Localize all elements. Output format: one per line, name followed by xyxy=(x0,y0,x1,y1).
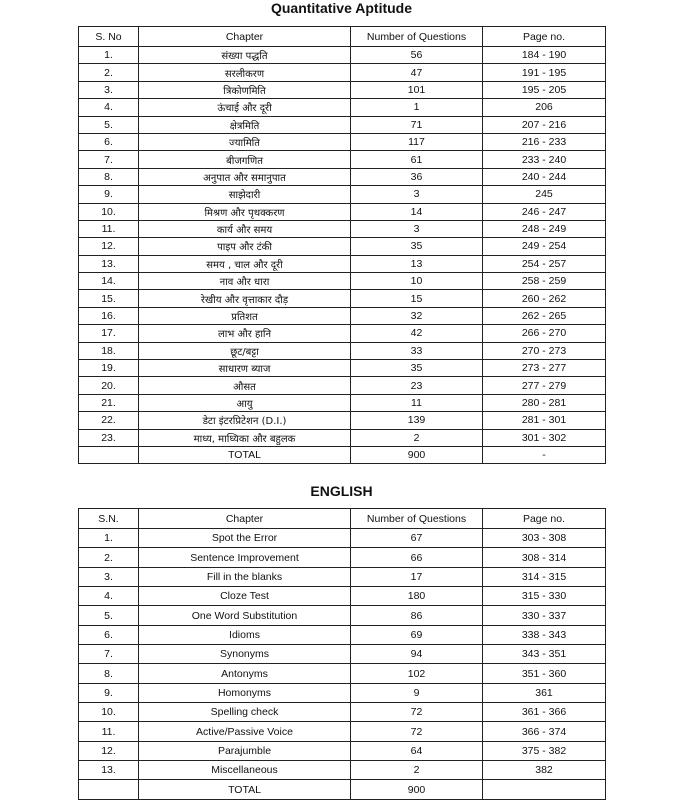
row-count: 101 xyxy=(351,81,483,98)
row-count: 23 xyxy=(351,377,483,394)
table-row xyxy=(79,394,606,411)
total-count: 900 xyxy=(351,446,483,463)
table-row xyxy=(79,587,606,606)
row-sno: 11. xyxy=(79,220,139,237)
row-sno: 7. xyxy=(79,151,139,168)
row-chapter: Synonyms xyxy=(139,645,351,664)
row-page: 315 - 330 xyxy=(483,587,606,606)
row-count: 10 xyxy=(351,273,483,290)
row-sno: 9. xyxy=(79,186,139,203)
row-sno: 2. xyxy=(79,64,139,81)
table-row xyxy=(79,529,606,548)
row-sno: 2. xyxy=(79,548,139,567)
row-chapter: प्रतिशत xyxy=(139,307,351,324)
quant-table xyxy=(78,26,606,464)
english-section-title: ENGLISH xyxy=(310,483,373,499)
table-row xyxy=(79,412,606,429)
row-count: 117 xyxy=(351,133,483,150)
row-count: 71 xyxy=(351,116,483,133)
row-chapter: क्षेत्रमिति xyxy=(139,116,351,133)
row-count: 86 xyxy=(351,606,483,625)
row-page: 280 - 281 xyxy=(483,394,606,411)
row-sno: 1. xyxy=(79,529,139,548)
row-count: 47 xyxy=(351,64,483,81)
table-row xyxy=(79,429,606,446)
row-page: 338 - 343 xyxy=(483,625,606,644)
row-page: 184 - 190 xyxy=(483,47,606,64)
table-row xyxy=(79,238,606,255)
row-sno: 3. xyxy=(79,81,139,98)
row-chapter: One Word Substitution xyxy=(139,606,351,625)
table-header-row xyxy=(79,509,606,529)
row-count: 61 xyxy=(351,151,483,168)
row-count: 14 xyxy=(351,203,483,220)
english-table xyxy=(78,508,606,800)
row-sno: 7. xyxy=(79,645,139,664)
row-sno: 5. xyxy=(79,116,139,133)
row-page: 195 - 205 xyxy=(483,81,606,98)
row-chapter: Spelling check xyxy=(139,703,351,722)
row-count: 13 xyxy=(351,255,483,272)
row-count: 66 xyxy=(351,548,483,567)
row-count: 36 xyxy=(351,168,483,185)
row-count: 32 xyxy=(351,307,483,324)
row-chapter: Parajumble xyxy=(139,741,351,760)
row-count: 64 xyxy=(351,741,483,760)
row-page: 330 - 337 xyxy=(483,606,606,625)
row-chapter: संख्या पद्धति xyxy=(139,47,351,64)
row-sno: 12. xyxy=(79,238,139,255)
table-row xyxy=(79,290,606,307)
row-page: 262 - 265 xyxy=(483,307,606,324)
table-row xyxy=(79,625,606,644)
total-page: - xyxy=(483,446,606,463)
header-chapter: Chapter xyxy=(139,509,351,529)
row-page: 303 - 308 xyxy=(483,529,606,548)
row-chapter: माध्य, माध्यिका और बहुलक xyxy=(139,429,351,446)
row-sno: 5. xyxy=(79,606,139,625)
row-sno: 22. xyxy=(79,412,139,429)
row-page: 246 - 247 xyxy=(483,203,606,220)
row-page: 361 - 366 xyxy=(483,703,606,722)
row-count: 33 xyxy=(351,342,483,359)
table-row xyxy=(79,645,606,664)
row-page: 361 xyxy=(483,683,606,702)
row-chapter: साझेदारी xyxy=(139,186,351,203)
row-chapter: Idioms xyxy=(139,625,351,644)
row-chapter: छूट/बट्टा xyxy=(139,342,351,359)
header-sno: S.N. xyxy=(79,509,139,529)
quant-section-title: Quantitative Aptitude xyxy=(270,0,413,16)
row-page: 248 - 249 xyxy=(483,220,606,237)
row-page: 254 - 257 xyxy=(483,255,606,272)
table-row xyxy=(79,325,606,342)
row-chapter: लाभ और हानि xyxy=(139,325,351,342)
row-sno: 4. xyxy=(79,99,139,116)
table-row xyxy=(79,220,606,237)
row-chapter: त्रिकोणमिति xyxy=(139,81,351,98)
row-sno: 8. xyxy=(79,664,139,683)
row-page: 249 - 254 xyxy=(483,238,606,255)
row-sno: 23. xyxy=(79,429,139,446)
row-chapter: Fill in the blanks xyxy=(139,567,351,586)
table-row xyxy=(79,664,606,683)
row-count: 69 xyxy=(351,625,483,644)
row-page: 191 - 195 xyxy=(483,64,606,81)
total-blank xyxy=(79,780,139,799)
table-row xyxy=(79,255,606,272)
row-chapter: सरलीकरण xyxy=(139,64,351,81)
table-row xyxy=(79,47,606,64)
row-chapter: डेटा इंटरप्रिटेशन (D.I.) xyxy=(139,412,351,429)
row-sno: 3. xyxy=(79,567,139,586)
table-row xyxy=(79,116,606,133)
table-row xyxy=(79,186,606,203)
row-sno: 10. xyxy=(79,203,139,220)
row-page: 206 xyxy=(483,99,606,116)
row-page: 351 - 360 xyxy=(483,664,606,683)
row-count: 1 xyxy=(351,99,483,116)
table-row xyxy=(79,81,606,98)
row-page: 277 - 279 xyxy=(483,377,606,394)
row-chapter: साधारण ब्याज xyxy=(139,360,351,377)
table-row xyxy=(79,273,606,290)
row-page: 207 - 216 xyxy=(483,116,606,133)
table-row xyxy=(79,683,606,702)
table-row xyxy=(79,377,606,394)
row-sno: 1. xyxy=(79,47,139,64)
row-count: 94 xyxy=(351,645,483,664)
row-page: 375 - 382 xyxy=(483,741,606,760)
table-row xyxy=(79,151,606,168)
total-label: TOTAL xyxy=(139,446,351,463)
row-count: 35 xyxy=(351,360,483,377)
table-row xyxy=(79,307,606,324)
row-chapter: बीजगणित xyxy=(139,151,351,168)
row-count: 102 xyxy=(351,664,483,683)
row-chapter: पाइप और टंकी xyxy=(139,238,351,255)
row-sno: 15. xyxy=(79,290,139,307)
row-page: 270 - 273 xyxy=(483,342,606,359)
total-row xyxy=(79,780,606,799)
table-row xyxy=(79,741,606,760)
row-page: 314 - 315 xyxy=(483,567,606,586)
row-count: 72 xyxy=(351,703,483,722)
row-chapter: औसत xyxy=(139,377,351,394)
row-page: 233 - 240 xyxy=(483,151,606,168)
row-chapter: कार्य और समय xyxy=(139,220,351,237)
total-row xyxy=(79,446,606,463)
row-page: 258 - 259 xyxy=(483,273,606,290)
row-page: 273 - 277 xyxy=(483,360,606,377)
header-page: Page no. xyxy=(483,27,606,47)
row-sno: 18. xyxy=(79,342,139,359)
table-row xyxy=(79,168,606,185)
row-page: 266 - 270 xyxy=(483,325,606,342)
table-row xyxy=(79,722,606,741)
row-chapter: Cloze Test xyxy=(139,587,351,606)
total-blank xyxy=(79,446,139,463)
table-row xyxy=(79,64,606,81)
row-count: 67 xyxy=(351,529,483,548)
row-sno: 17. xyxy=(79,325,139,342)
header-sno: S. No xyxy=(79,27,139,47)
table-row xyxy=(79,99,606,116)
table-row xyxy=(79,360,606,377)
table-row xyxy=(79,342,606,359)
total-label: TOTAL xyxy=(139,780,351,799)
row-count: 2 xyxy=(351,429,483,446)
row-sno: 10. xyxy=(79,703,139,722)
row-page: 382 xyxy=(483,761,606,780)
row-page: 260 - 262 xyxy=(483,290,606,307)
row-count: 3 xyxy=(351,220,483,237)
row-chapter: आयु xyxy=(139,394,351,411)
row-chapter: अनुपात और समानुपात xyxy=(139,168,351,185)
total-count: 900 xyxy=(351,780,483,799)
row-chapter: नाव और धारा xyxy=(139,273,351,290)
row-chapter: मिश्रण और पृथक्करण xyxy=(139,203,351,220)
header-chapter: Chapter xyxy=(139,27,351,47)
header-count: Number of Questions xyxy=(351,27,483,47)
table-row xyxy=(79,703,606,722)
row-sno: 16. xyxy=(79,307,139,324)
table-row xyxy=(79,567,606,586)
row-chapter: समय , चाल और दूरी xyxy=(139,255,351,272)
row-chapter: Sentence Improvement xyxy=(139,548,351,567)
row-sno: 4. xyxy=(79,587,139,606)
row-count: 2 xyxy=(351,761,483,780)
row-count: 35 xyxy=(351,238,483,255)
table-row xyxy=(79,761,606,780)
row-sno: 11. xyxy=(79,722,139,741)
row-sno: 13. xyxy=(79,255,139,272)
header-count: Number of Questions xyxy=(351,509,483,529)
table-row xyxy=(79,548,606,567)
row-chapter: Homonyms xyxy=(139,683,351,702)
row-chapter: ज्यामिति xyxy=(139,133,351,150)
row-sno: 13. xyxy=(79,761,139,780)
table-row xyxy=(79,606,606,625)
row-chapter: Miscellaneous xyxy=(139,761,351,780)
row-count: 139 xyxy=(351,412,483,429)
row-count: 11 xyxy=(351,394,483,411)
row-chapter: ऊंचाई और दूरी xyxy=(139,99,351,116)
row-page: 366 - 374 xyxy=(483,722,606,741)
row-count: 180 xyxy=(351,587,483,606)
row-chapter: रेखीय और वृत्ताकार दौड़ xyxy=(139,290,351,307)
row-sno: 6. xyxy=(79,625,139,644)
row-sno: 9. xyxy=(79,683,139,702)
row-sno: 8. xyxy=(79,168,139,185)
row-page: 308 - 314 xyxy=(483,548,606,567)
row-count: 42 xyxy=(351,325,483,342)
row-chapter: Spot the Error xyxy=(139,529,351,548)
row-page: 216 - 233 xyxy=(483,133,606,150)
row-sno: 19. xyxy=(79,360,139,377)
row-count: 72 xyxy=(351,722,483,741)
row-page: 301 - 302 xyxy=(483,429,606,446)
table-row xyxy=(79,203,606,220)
row-sno: 14. xyxy=(79,273,139,290)
row-count: 56 xyxy=(351,47,483,64)
row-count: 9 xyxy=(351,683,483,702)
row-count: 15 xyxy=(351,290,483,307)
row-page: 245 xyxy=(483,186,606,203)
row-sno: 20. xyxy=(79,377,139,394)
total-page xyxy=(483,780,606,799)
table-row xyxy=(79,133,606,150)
row-page: 240 - 244 xyxy=(483,168,606,185)
header-page: Page no. xyxy=(483,509,606,529)
row-page: 281 - 301 xyxy=(483,412,606,429)
row-count: 3 xyxy=(351,186,483,203)
row-count: 17 xyxy=(351,567,483,586)
row-sno: 12. xyxy=(79,741,139,760)
row-page: 343 - 351 xyxy=(483,645,606,664)
row-sno: 21. xyxy=(79,394,139,411)
row-chapter: Active/Passive Voice xyxy=(139,722,351,741)
table-header-row xyxy=(79,27,606,47)
row-chapter: Antonyms xyxy=(139,664,351,683)
row-sno: 6. xyxy=(79,133,139,150)
